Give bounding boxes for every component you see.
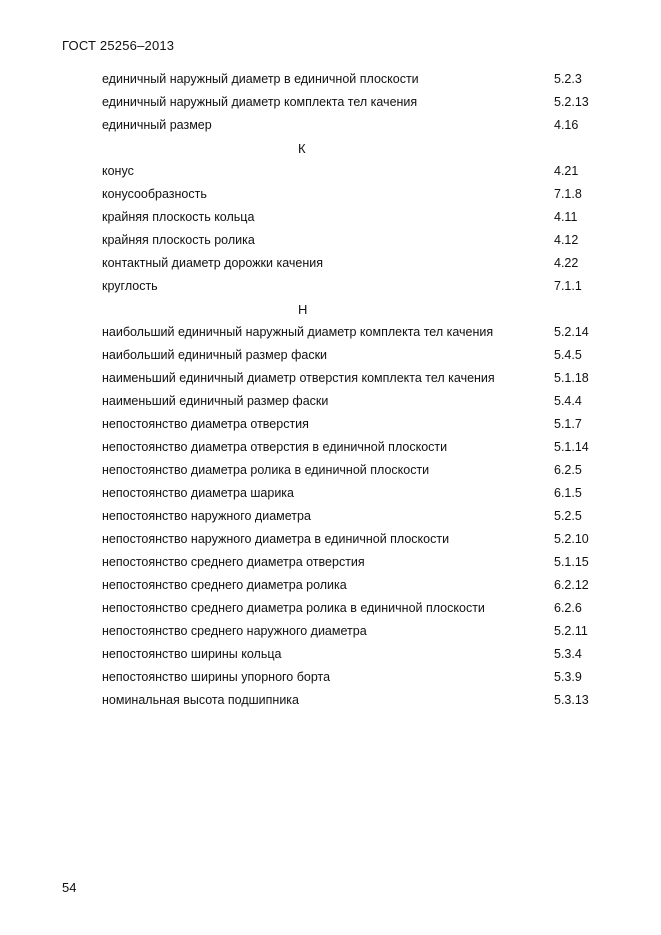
index-term: наименьший единичный диаметр отверстия комплекта тел качения [102,371,495,385]
index-entry [0,321,661,344]
document-header: ГОСТ 25256–2013 [62,38,175,53]
index-term: непостоянство наружного диаметра [102,509,311,523]
index-reference: 6.2.6 [554,601,582,615]
index-reference: 4.11 [554,210,578,224]
index-term: непостоянство ширины кольца [102,647,282,661]
index-term: непостоянство среднего наружного диаметра [102,624,367,638]
index-term: непостоянство диаметра ролика в единичной плоскости [102,463,430,477]
index-letter-heading [0,298,661,321]
page-number: 54 [62,880,77,895]
index-reference: 4.21 [554,164,579,178]
index-entry [0,160,661,183]
index-entry [0,551,661,574]
index-reference: 5.4.4 [554,394,582,408]
index-reference: 5.1.7 [554,417,582,431]
index-reference: 6.2.12 [554,578,589,592]
index-reference: 5.2.5 [554,509,582,523]
index-entry [0,436,661,459]
index-entry [0,114,661,137]
index-entry [0,275,661,298]
index-term: конусообразность [102,187,207,201]
index-reference: 5.4.5 [554,348,582,362]
index-entry [0,252,661,275]
index-reference: 5.3.4 [554,647,582,661]
index-reference: 5.3.9 [554,670,582,684]
index-entry [0,528,661,551]
index-reference: 5.3.13 [554,693,589,707]
index-reference: 7.1.1 [554,279,582,293]
index-reference: 4.16 [554,118,579,132]
index-reference: 7.1.8 [554,187,582,201]
index-term: контактный диаметр дорожки качения [102,256,324,270]
index-term: непостоянство диаметра шарика [102,486,295,500]
index-entry [0,183,661,206]
index-term: наименьший единичный размер фаски [102,394,329,408]
index-reference: 5.1.18 [554,371,589,385]
index-reference: 4.12 [554,233,579,247]
index-reference: 5.2.10 [554,532,589,546]
index-entry [0,367,661,390]
index-reference: 5.1.15 [554,555,589,569]
index-term: крайняя плоскость кольца [102,210,255,224]
alphabetical-index [0,68,661,712]
index-term: круглость [102,279,158,293]
index-reference: 4.22 [554,256,579,270]
index-reference: 5.2.14 [554,325,589,339]
index-letter: Н [298,302,308,317]
index-term: непостоянство среднего диаметра отверстия [102,555,365,569]
index-entry [0,206,661,229]
index-reference: 5.2.13 [554,95,589,109]
index-reference: 5.1.14 [554,440,589,454]
index-reference: 6.1.5 [554,486,582,500]
index-term: непостоянство диаметра отверстия [102,417,309,431]
index-entry [0,689,661,712]
index-term: единичный наружный диаметр комплекта тел качения [102,95,418,109]
index-term: наибольший единичный наружный диаметр комплекта тел качения [102,325,494,339]
index-entry [0,229,661,252]
index-entry [0,91,661,114]
index-entry [0,643,661,666]
index-term: непостоянство среднего диаметра ролика [102,578,347,592]
index-entry [0,666,661,689]
index-letter-heading [0,137,661,160]
index-entry [0,574,661,597]
index-term: непостоянство среднего диаметра ролика в единичной плоскости [102,601,485,615]
index-entry [0,620,661,643]
index-entry [0,482,661,505]
index-entry [0,390,661,413]
index-term: непостоянство наружного диаметра в единичной плоскости [102,532,450,546]
index-entry [0,459,661,482]
index-reference: 5.2.3 [554,72,582,86]
index-reference: 6.2.5 [554,463,582,477]
index-entry [0,597,661,620]
index-term: непостоянство ширины упорного борта [102,670,331,684]
index-term: единичный наружный диаметр в единичной плоскости [102,72,419,86]
index-entry [0,68,661,91]
index-letter: К [298,141,306,156]
index-entry [0,413,661,436]
index-term: непостоянство диаметра отверстия в единичной плоскости [102,440,448,454]
index-entry [0,344,661,367]
index-term: наибольший единичный размер фаски [102,348,328,362]
index-term: единичный размер [102,118,212,132]
index-reference: 5.2.11 [554,624,588,638]
index-term: номинальная высота подшипника [102,693,299,707]
index-term: конус [102,164,134,178]
index-entry [0,505,661,528]
index-term: крайняя плоскость ролика [102,233,255,247]
